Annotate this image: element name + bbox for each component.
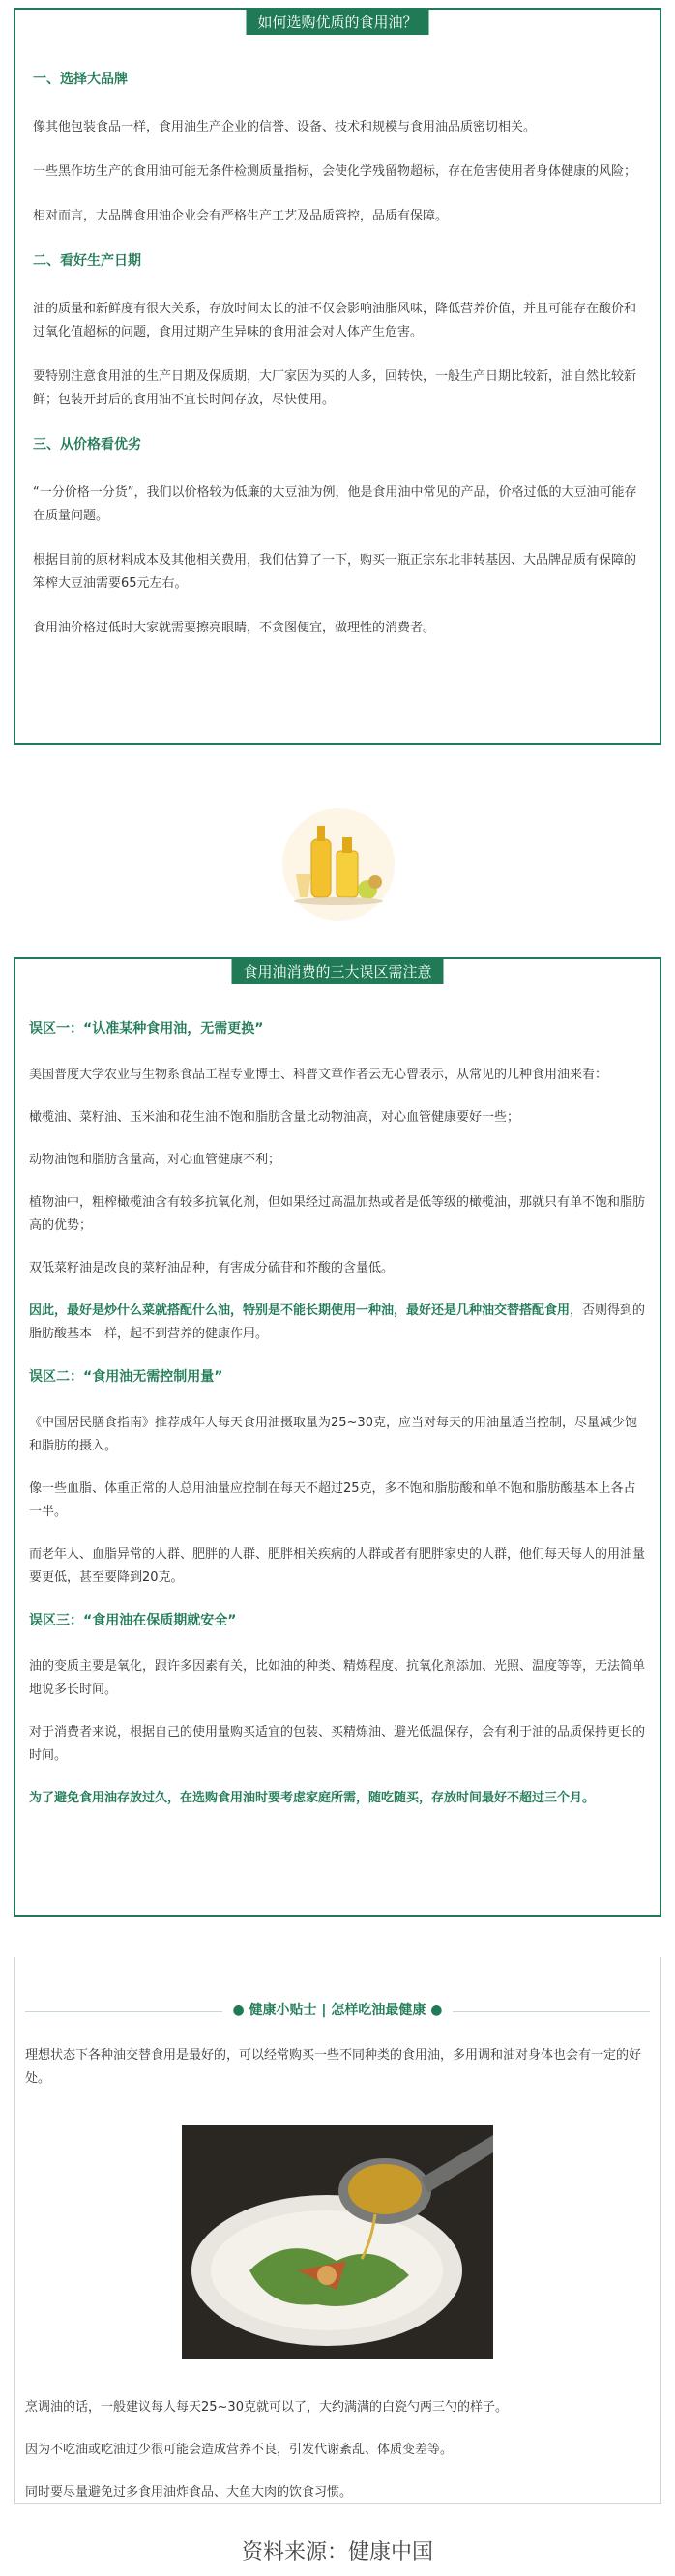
heading-price: 三、从价格看优劣 [33,437,141,453]
paragraph: 同时要尽量避免过多食用油炸食品、大鱼大肉的饮食习惯。 [25,2485,353,2500]
section1-content [33,68,642,640]
paragraph: 像其他包装食品一样，食用油生产企业的信誉、设备、技术和规模与食用油品质密切相关。 [33,120,537,134]
paragraph: 相对而言，大品牌食用油企业会有严格生产工艺及品质管控，品质有保障。 [33,209,449,223]
paragraph: 烹调油的话，一般建议每人每天25~30克就可以了，大约满满的白瓷勺两三勺的样子。 [25,2400,508,2415]
paragraph: 一些黑作坊生产的食用油可能无条件检测质量指标，会使化学残留物超标，存在危害使用者身体健康的风险； [33,164,637,179]
tips-title-text: 健康小贴士 | 怎样吃油最健康 [249,2003,426,2018]
section-title-selection: 如何选购优质的食用油？ [246,10,428,35]
misconception-three: 误区三：“食用油在保质期就安全” [29,1613,237,1628]
paragraph: 因为不吃油或吃油过少很可能会造成营养不良，引发代谢紊乱、体质变差等。 [25,2443,454,2457]
tips-dot-left: ● [232,2003,249,2018]
source-footer: 资料来源：健康中国 [241,2540,433,2564]
paragraph: 油的质量和新鲜度有很大关系，存放时间太长的油不仅会影响油脂风味，降低营养价值，并且可能存在酸价和过氧化值超标的问题，食用过期产生异味的食用油会对人体产生危害。 [33,302,637,339]
tips-dot-right: ● [426,2003,443,2018]
conclusion-highlight: 最好是炒什么菜就搭配什么油，特别是不能长期使用一种油，最好还是几种油交替搭配食用 [67,1303,571,1318]
conclusion-lead: 因此， [29,1303,68,1318]
misconception-two: 误区二：“食用油无需控制用量” [29,1369,223,1385]
paragraph: 食用油价格过低时大家就需要擦亮眼睛，不贪图便宜，做理性的消费者。 [33,621,436,635]
paragraph-highlight: 为了避免食用油存放过久，在选购食用油时要考虑家庭所需，随吃随买，存放时间最好不超过三个月。 [29,1791,596,1805]
tips-title [222,2003,452,2018]
paragraph: 油的变质主要是氧化，跟许多因素有关，比如油的种类、精炼程度、抗氧化剂添加、光照、温度等等，无法简单地说多长时间。 [29,1659,646,1697]
section-title-misconceptions: 食用油消费的三大误区需注意 [231,959,443,984]
paragraph: 橄榄油、菜籽油、玉米油和花生油不饱和脂肪含量比动物油高，对心血管健康要好一些； [29,1110,520,1125]
tips-intro [25,2044,650,2091]
paragraph: 理想状态下各种油交替食用是最好的，可以经常购买一些不同种类的食用油，多用调和油对身体也会有一定的好处。 [25,2048,642,2086]
paragraph: 双低菜籽油是改良的菜籽油品种，有害成分硫苷和芥酸的含量低。 [29,1261,395,1275]
paragraph: 像一些血脂、体重正常的人总用油量应控制在每天不超过25克，多不饱和脂肪酸和单不饱和脂肪酸基本上各占一半。 [29,1481,636,1519]
tips-title-wrap [0,2000,675,2019]
paragraph: 对于消费者来说，根据自己的使用量购买适宜的包装、买精炼油、避光低温保存，会有利于油的品质保持更长的时间。 [29,1725,646,1763]
paragraph: 《中国居民膳食指南》推荐成年人每天食用油摄取量为25~30克，应当对每天的用油量适当控制，尽量减少饱和脂肪的摄入。 [29,1416,637,1453]
paragraph-conclusion [29,1300,646,1346]
paragraph: 要特别注意食用油的生产日期及保质期，大厂家因为买的人多，回转快，一般生产日期比较新，油自然比较新鲜；包装开封后的食用油不宜长时间存放，尽快使用。 [33,369,637,407]
paragraph: 美国普度大学农业与生物系食品工程专业博士、科普文章作者云无心曾表示，从常见的几种食用油来看： [29,1068,608,1082]
paragraph: 动物油饱和脂肪含量高，对心血管健康不利； [29,1153,281,1167]
conclusion-tail: ，否则得到的脂肪酸基本一样，起不到营养的健康作用。 [29,1303,646,1341]
section2-content [29,1017,646,1810]
paragraph: 而老年人、血脂异常的人群、肥胖的人群、肥胖相关疾病的人群或者有肥胖家史的人群，他们每天每人的用油量要更低，甚至要降到20克。 [29,1547,646,1585]
misconception-one: 误区一：“认准某种食用油，无需更换” [29,1021,264,1037]
heading-brand: 一、选择大品牌 [33,72,128,87]
heading-date: 二、看好生产日期 [33,253,141,269]
paragraph: 根据目前的原材料成本及其他相关费用，我们估算了一下，购买一瓶正宗东北非转基因、大品牌品质有保障的笨榨大豆油需要65元左右。 [33,553,637,591]
oil-bottles-illustration [279,806,398,922]
food-photo [182,2125,493,2359]
tips-content [25,2396,650,2504]
paragraph: “一分价格一分货”，我们以价格较为低廉的大豆油为例，他是食用油中常见的产品，价格过低的大豆油可能存在质量问题。 [33,485,637,523]
paragraph: 植物油中，粗榨橄榄油含有较多抗氧化剂，但如果经过高温加热或者是低等级的橄榄油，那就只有单不饱和脂肪高的优势； [29,1195,646,1233]
